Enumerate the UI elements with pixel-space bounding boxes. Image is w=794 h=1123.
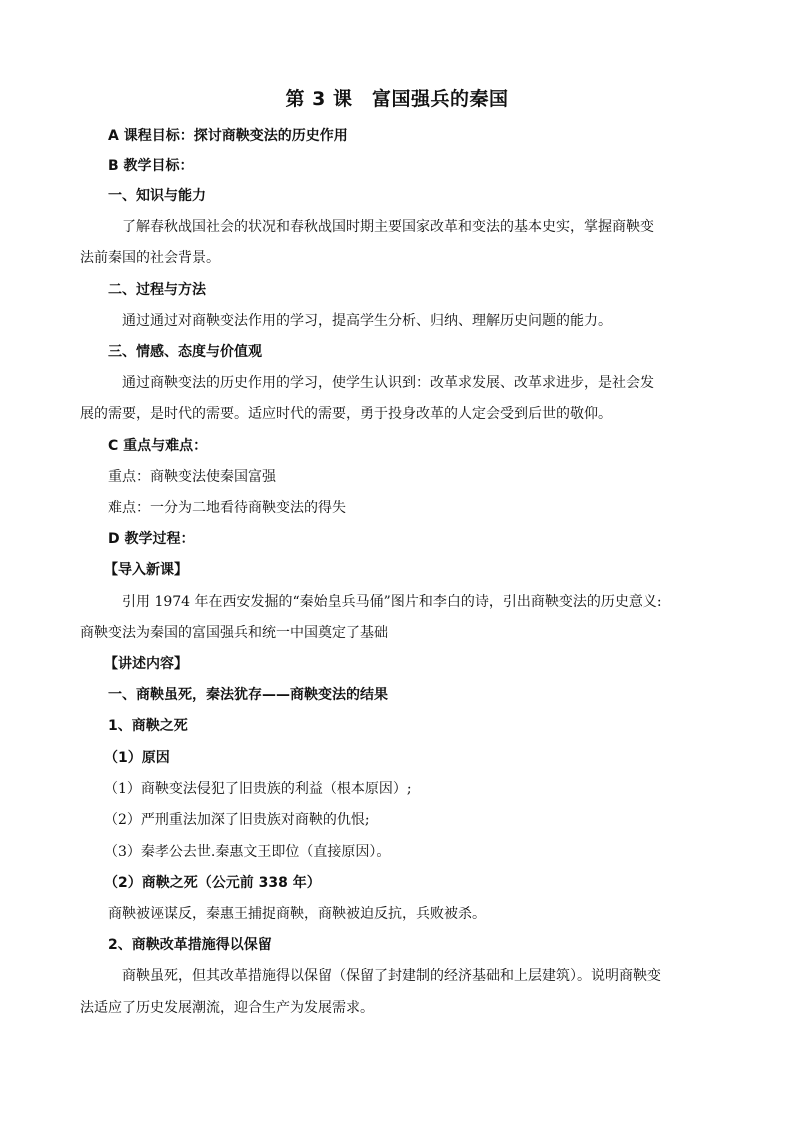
- key-point: 重点：商鞅变法使秦国富强: [108, 469, 276, 485]
- process-text: 通过通过对商鞅变法作用的学习，提高学生分析、归纳、理解历史问题的能力。: [122, 313, 612, 329]
- emotion-heading: 三、情感、态度与价值观: [108, 344, 262, 360]
- lecture-heading: 【讲述内容】: [104, 656, 188, 672]
- knowledge-text-line-2: 法前秦国的社会背景。: [80, 250, 220, 266]
- intro-text-line-1: 引用 1974 年在西安发掘的“秦始皇兵马俑”图片和李白的诗，引出商鞅变法的历史意义:: [122, 594, 662, 610]
- reason-item-1: （1）商鞅变法侵犯了旧贵族的利益（根本原因）;: [104, 781, 412, 797]
- key-difficult-heading: C 重点与难点：: [108, 438, 208, 454]
- section-1-heading: 一、商鞅虽死，秦法犹存——商鞅变法的结果: [108, 687, 388, 703]
- reason-heading: （1）原因: [104, 750, 170, 766]
- death-heading: （2）商鞅之死（公元前 338 年）: [104, 875, 321, 891]
- subsection-2-heading: 2、商鞅改革措施得以保留: [108, 937, 272, 953]
- emotion-text-line-2: 展的需要，是时代的需要。适应时代的需要，勇于投身改革的人定会受到后世的敬仰。: [80, 406, 612, 422]
- intro-text-line-2: 商鞅变法为秦国的富国强兵和统一中国奠定了基础: [80, 625, 388, 641]
- teaching-goal-heading: B 教学目标：: [108, 158, 194, 174]
- difficult-point: 难点：一分为二地看待商鞅变法的得失: [108, 500, 346, 516]
- course-goal: A 课程目标：探讨商鞅变法的历史作用: [108, 128, 348, 144]
- death-text: 商鞅被诬谋反，秦惠王捕捉商鞅，商鞅被迫反抗，兵败被杀。: [108, 906, 486, 922]
- subsection-2-text-line-2: 法适应了历史发展潮流，迎合生产为发展需求。: [80, 1000, 374, 1016]
- reason-item-2: （2）严刑重法加深了旧贵族对商鞅的仇恨;: [104, 812, 370, 828]
- teaching-process-heading: D 教学过程：: [108, 531, 195, 547]
- knowledge-text-line-1: 了解春秋战国社会的状况和春秋战国时期主要国家改革和变法的基本史实，掌握商鞅变: [122, 219, 654, 235]
- reason-item-3: （3）秦孝公去世.秦惠文王即位（直接原因）。: [104, 844, 391, 860]
- page-title: 第 3 课 富国强兵的秦国: [285, 88, 509, 110]
- subsection-2-text-line-1: 商鞅虽死，但其改革措施得以保留（保留了封建制的经济基础和上层建筑）。说明商鞅变: [122, 968, 661, 984]
- knowledge-heading: 一、知识与能力: [108, 188, 206, 204]
- subsection-1-heading: 1、商鞅之死: [108, 718, 188, 734]
- process-heading: 二、过程与方法: [108, 282, 206, 298]
- emotion-text-line-1: 通过商鞅变法的历史作用的学习，使学生认识到：改革求发展、改革求进步，是社会发: [122, 375, 654, 391]
- intro-heading: 【导入新课】: [104, 562, 188, 578]
